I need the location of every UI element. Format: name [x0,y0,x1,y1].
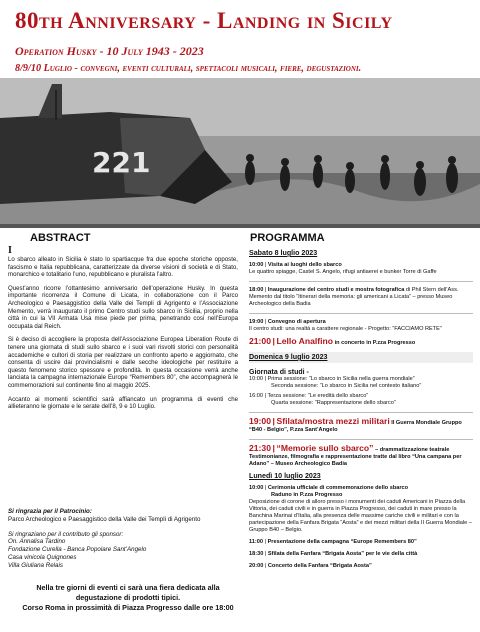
landing-photo [0,78,480,228]
abstract-heading: ABSTRACT [30,232,91,244]
abstract-paragraph-2: Quest’anno ricorre l’ottantesimo anniversario dell’operazione Husky. In questa importante ricorrenza il Comune di Licata, in collaborazione con il Parco Archeologico e Paesaggistico della Valle dei Templi di Agrigento e l’Associazione Memento, verrà inaugurato il primo Centro studi sullo sbarco in Sicilia, proprio nella città in cui la VII Armata Usa mise piede per prima, penetrando così nell’Europa occupata dal Reich. [8,284,238,330]
sponsor-3: Casa vinicola Quignones [8,553,77,561]
abstract-paragraph-3: Si è deciso di accogliere la proposta dell’Associazione Europea Liberation Route di tenere una giornata di studi sullo sbarco e i suoi vari risvolti storici con personalità accademiche e cultori di storia per realizzare un confronto aperto e aggiornato, che consenta di uscire dai provincialismi e dalle secche ideologiche per restituire a questo fenomeno storico spessore e profondità. In questa occasione verrà anche lanciata la campagna internazionale Europe “Remembers 80”, che accompagnerà le commemorazioni sul continente fino al maggio 2025. [8,336,238,389]
sponsor-2: Fondazione Curella - Banca Popolare Sant’Angelo [8,546,147,554]
event-d1-1: 10:00 | Visita ai luoghi dello sbarco Le quattro spiagge, Castel S. Angelo, rifugi antiaerei e bunker Torre di Gaffe [249,262,437,275]
event-d3-1: 10:00 | Cerimonia ufficiale di commemorazione dello sbarco Raduno in P.zza Progresso Deposizione di corone di alloro presso i monumenti dei caduti Americani in Piazza della Vittoria, dei caduti civili e in guerra in Piazza Progresso, dei caduti in mare presso la Banchina Marinai d’Italia, alla presenza delle massime cariche civili e militari e con la partecipazione della Fanfara Brigata “Aosta” e dei mezzi militari della II Guerra Mondiale – Gruppo B40 – Belgio. [249,485,472,533]
sponsor-label: Si ringraziano per il contributo gli sponsor: [8,530,124,538]
event-d3-2: 11:00 | Presentazione della campagna “Europe Remembers 80” [249,539,417,545]
event-d2-parade: 19:00 | Sfilata/mostra mezzi militari Il Guerra Mondiale Gruppo “B40 - Belgio”, P.zza Sant’Angelo [249,416,462,433]
programma-section [249,246,473,575]
events-line: 8/9/10 Luglio - convegni, eventi culturali, spettacoli musicali, fiere, degustazioni. [15,63,362,74]
event-d1-4: 21:00 | Lello Analfino in concerto in P.zza Progresso [249,336,416,346]
event-d2-studies: Giornata di studi - 10:00 | Prima sessione: “Lo sbarco in Sicilia nella guerra mondiale” Seconda sessione: “Lo sbarco in Sicilia nel contesto italiano” 16:00 | Terza sessione: “Le eredità dello sbarco” Quarta sessione: “Rappresentazione dello sbarco” [249,369,422,406]
day-3-heading: Lunedì 10 luglio 2023 [249,472,321,480]
abstract-section [8,246,238,417]
day-1-heading: Sabato 8 luglio 2023 [249,249,318,257]
abstract-paragraph-1: Lo sbarco alleato in Sicilia è stato lo spartiacque fra due epoche storiche opposte, fascismo e Italia repubblicana, caratterizzate da diverse visioni di società e di Stato, monarchico e totalitario l’uno, repubblicano e pluralista l’altro. [8,256,238,279]
fair-line-2: degustazione di prodotti tipici. [75,593,181,602]
programma-heading: PROGRAMMA [250,232,325,244]
event-d3-3: 18:30 | Sfilata della Fanfara “Brigata Aosta” per le vie della città [249,551,418,557]
abstract-mark: I [8,245,12,256]
sponsor-4: Villa Giuliana Relais [8,561,63,569]
thanks-section [8,508,238,570]
main-title: 80th Anniversary - Landing in Sicily [15,8,393,33]
sponsor-1: On. Annalisa Tardino [8,538,66,546]
event-d2-theatre: 21:30 | “Memorie sullo sbarco” – drammatizzazione teatrale Testimonianze, filmografia e rappresentazione tratte dal libro “Una campana per Adano” – Museo Archeologico Badia [249,443,462,467]
event-d3-4: 20:00 | Concerto della Fanfara “Brigata Aosta” [249,563,372,569]
boat-number: 221 [92,146,151,179]
day-2-heading: Domenica 9 luglio 2023 [249,352,473,363]
operation-subtitle: Operation Husky - 10 July 1943 - 2023 [15,44,204,58]
fair-line-1: Nella tre giorni di eventi ci sarà una fiera dedicata alla [36,583,220,592]
patronage-label: Si ringrazia per il Patrocinio: [8,508,92,515]
food-fair-note [10,583,246,613]
event-d1-2: 18:00 | Inaugurazione del centro studi e mostra fotografica di Phil Stern dell’Ass. Memento dal titolo “Itinerari della memoria: gli americani a Licata” – presso Museo Archeologico della Badia [249,287,459,307]
abstract-paragraph-4: Accanto ai momenti scientifici sarà affiancato un programma di eventi che allieteranno le giornate e le serate dell’8, 9 e 10 Luglio. [8,395,238,411]
event-d1-3: 19:00 | Convegno di apertura Il centro studi: una realtà a carattere regionale - Progetto: “FACCIAMO RETE” [249,319,442,332]
header [0,0,480,76]
patronage-name: Parco Archeologico e Paesaggistico della Valle dei Templi di Agrigento [8,515,201,523]
fair-line-3: Corso Roma in prossimità di Piazza Progresso dalle ore 18:00 [22,603,234,612]
landing-craft-illustration [0,78,480,228]
